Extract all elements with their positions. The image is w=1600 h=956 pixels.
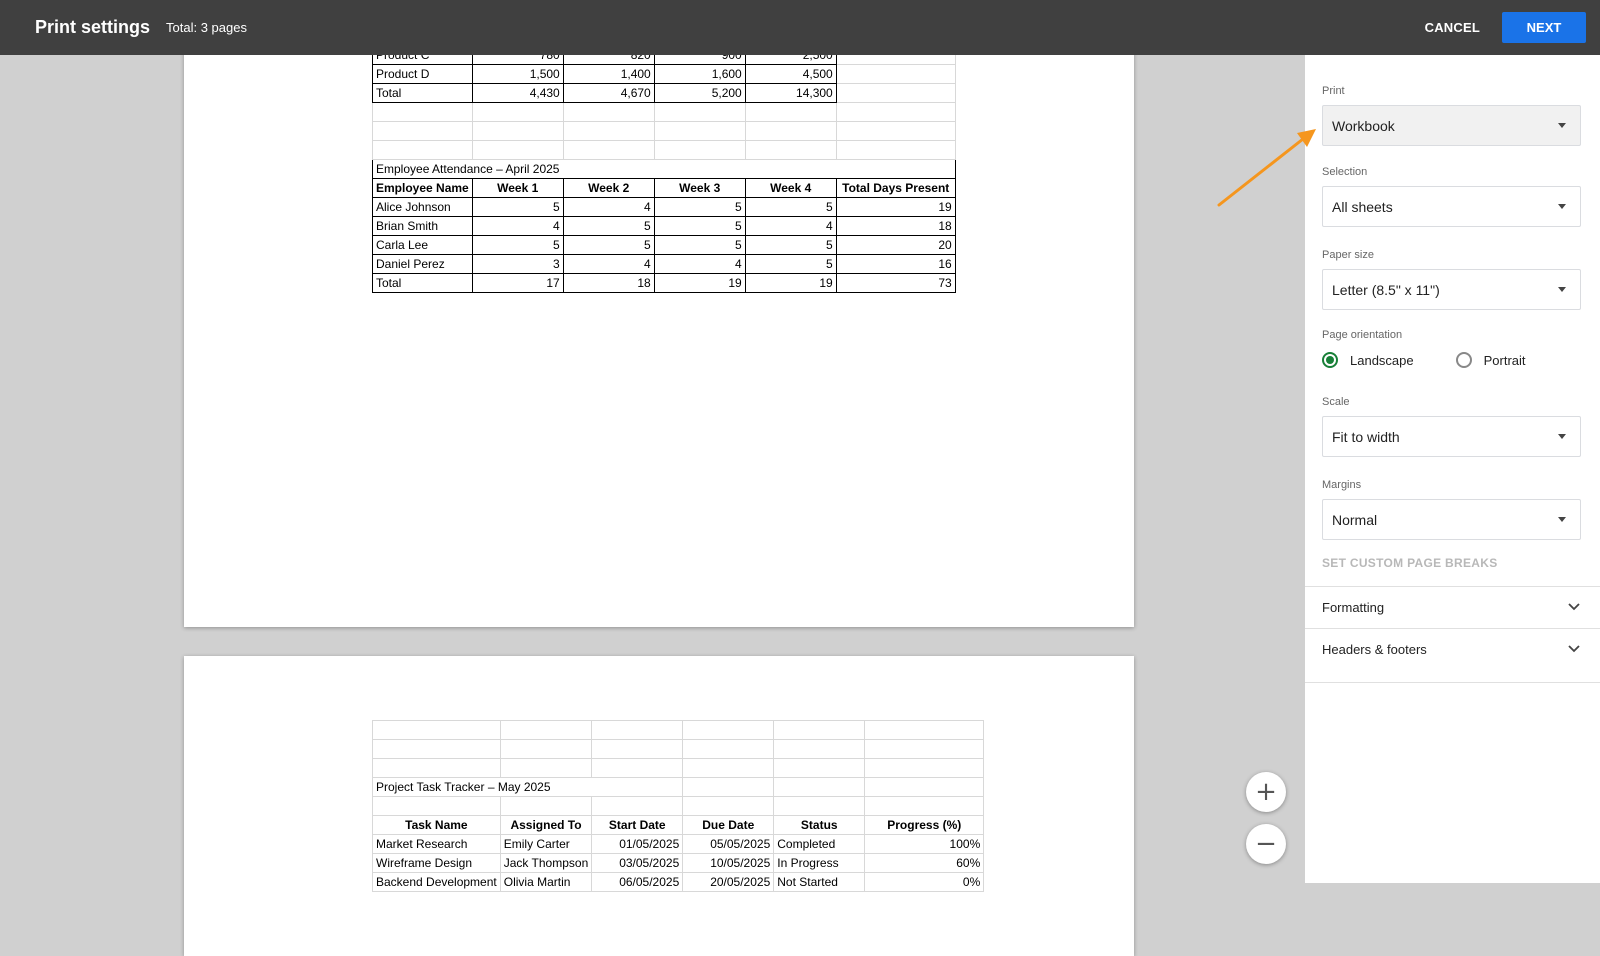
dropdown-caret-icon	[1558, 517, 1566, 522]
column-header: Start Date	[592, 816, 683, 835]
column-header: Week 1	[472, 179, 563, 198]
table-cell: Market Research	[373, 835, 501, 854]
table-cell: 10/05/2025	[683, 854, 774, 873]
task-tracker-table	[372, 720, 984, 892]
table-cell: Daniel Perez	[373, 255, 473, 274]
table-header-row	[373, 816, 984, 835]
table-cell: Alice Johnson	[373, 198, 473, 217]
table-cell: 14,300	[745, 84, 836, 103]
set-custom-page-breaks-button[interactable]: SET CUSTOM PAGE BREAKS	[1322, 556, 1498, 570]
dropdown-caret-icon	[1558, 204, 1566, 209]
scale-select[interactable]	[1322, 416, 1581, 457]
table-cell: 4	[563, 255, 654, 274]
table-cell: 17	[472, 274, 563, 293]
total-pages: Total: 3 pages	[166, 20, 247, 35]
table-cell: 4,500	[745, 65, 836, 84]
landscape-radio[interactable]	[1322, 352, 1338, 368]
column-header: Week 2	[563, 179, 654, 198]
table-cell	[836, 65, 955, 84]
selection-value: All sheets	[1332, 198, 1393, 215]
table-cell: 5	[654, 236, 745, 255]
table-row	[373, 141, 956, 160]
next-button[interactable]: NEXT	[1502, 12, 1586, 43]
column-header: Task Name	[373, 816, 501, 835]
headers-footers-label: Headers & footers	[1322, 642, 1427, 657]
table-row	[373, 740, 984, 759]
table-row	[373, 217, 956, 236]
column-header: Assigned To	[500, 816, 592, 835]
table-row	[373, 103, 956, 122]
table-cell: 5	[472, 198, 563, 217]
table-row	[373, 721, 984, 740]
formatting-label: Formatting	[1322, 600, 1385, 615]
table-cell	[836, 84, 955, 103]
table-row	[373, 65, 956, 84]
minus-icon: −	[1255, 829, 1277, 859]
table-row	[373, 160, 956, 179]
orientation-label: Page orientation	[1322, 329, 1403, 341]
print-select[interactable]	[1322, 105, 1581, 146]
column-header: Total Days Present	[836, 179, 955, 198]
table-header-row	[373, 179, 956, 198]
table-cell: 4,430	[472, 84, 563, 103]
print-label: Print	[1322, 85, 1345, 97]
scale-label: Scale	[1322, 396, 1350, 408]
column-header: Progress (%)	[865, 816, 984, 835]
table-cell: In Progress	[774, 854, 865, 873]
table-cell: 5	[745, 198, 836, 217]
table-cell: Backend Development	[373, 873, 501, 892]
table-cell: Total	[373, 84, 473, 103]
landscape-label[interactable]: Landscape	[1350, 352, 1414, 368]
print-preview[interactable]	[0, 55, 1305, 889]
attendance-title: Employee Attendance – April 2025	[373, 160, 956, 179]
orientation-options	[1322, 352, 1526, 368]
table-cell: 4,670	[563, 84, 654, 103]
table-row	[373, 122, 956, 141]
table-cell: 20	[836, 236, 955, 255]
margins-label: Margins	[1322, 479, 1362, 491]
table-cell: 5	[563, 236, 654, 255]
table-cell: 1,600	[654, 65, 745, 84]
table-cell: 100%	[865, 835, 984, 854]
page-title: Print settings	[35, 17, 151, 37]
table-cell: 19	[836, 198, 955, 217]
table-cell: Total	[373, 274, 473, 293]
table-row	[373, 84, 956, 103]
table-cell: 19	[745, 274, 836, 293]
cancel-button[interactable]: CANCEL	[1424, 20, 1480, 35]
table-cell: 4	[563, 198, 654, 217]
table-cell: Brian Smith	[373, 217, 473, 236]
table-cell: 60%	[865, 854, 984, 873]
chevron-down-icon	[1567, 642, 1581, 656]
table-row	[373, 778, 984, 797]
table-cell: Product D	[373, 65, 473, 84]
table-cell: 4	[654, 255, 745, 274]
table-cell: 05/05/2025	[683, 835, 774, 854]
portrait-radio[interactable]	[1456, 352, 1472, 368]
paper-size-value: Letter (8.5" x 11")	[1332, 281, 1440, 298]
table-cell: 0%	[865, 873, 984, 892]
table-row	[373, 255, 956, 274]
table-cell: 3	[472, 255, 563, 274]
sales-table	[372, 45, 956, 293]
table-cell: Not Started	[774, 873, 865, 892]
table-row	[373, 236, 956, 255]
margins-value: Normal	[1332, 511, 1378, 528]
table-cell: 5	[745, 255, 836, 274]
zoom-in-button[interactable]	[1246, 772, 1286, 812]
preview-page-1	[184, 45, 1134, 627]
table-cell: 18	[563, 274, 654, 293]
divider	[1305, 682, 1600, 683]
column-header: Status	[774, 816, 865, 835]
table-cell: 5	[472, 236, 563, 255]
column-header: Due Date	[683, 816, 774, 835]
table-row	[373, 797, 984, 816]
chevron-down-icon	[1567, 600, 1581, 614]
table-cell: Wireframe Design	[373, 854, 501, 873]
table-row	[373, 854, 984, 873]
table-cell: Emily Carter	[500, 835, 592, 854]
table-cell: 03/05/2025	[592, 854, 683, 873]
table-cell: Completed	[774, 835, 865, 854]
print-value: Workbook	[1332, 117, 1395, 134]
plus-icon: +	[1255, 777, 1277, 807]
table-cell: Carla Lee	[373, 236, 473, 255]
tracker-title: Project Task Tracker – May 2025	[373, 778, 683, 797]
table-cell: 4	[745, 217, 836, 236]
table-cell: 5	[654, 217, 745, 236]
headers-footers-section[interactable]	[1305, 628, 1600, 670]
table-row	[373, 873, 984, 892]
column-header: Week 4	[745, 179, 836, 198]
dropdown-caret-icon	[1558, 123, 1566, 128]
table-cell: 5,200	[654, 84, 745, 103]
paper-size-select[interactable]	[1322, 269, 1581, 310]
paper-size-label: Paper size	[1322, 249, 1374, 261]
table-cell: Jack Thompson	[500, 854, 592, 873]
table-cell: 16	[836, 255, 955, 274]
table-cell: 20/05/2025	[683, 873, 774, 892]
margins-select[interactable]	[1322, 499, 1581, 540]
table-cell: 1,400	[563, 65, 654, 84]
top-bar	[0, 0, 1600, 55]
settings-panel	[1305, 55, 1600, 883]
table-cell: 18	[836, 217, 955, 236]
table-row	[373, 198, 956, 217]
table-cell: 5	[745, 236, 836, 255]
table-cell: 5	[563, 217, 654, 236]
selection-label: Selection	[1322, 166, 1368, 178]
table-cell: 4	[472, 217, 563, 236]
dropdown-caret-icon	[1558, 287, 1566, 292]
scale-value: Fit to width	[1332, 428, 1400, 445]
formatting-section[interactable]	[1305, 586, 1600, 628]
table-cell: 19	[654, 274, 745, 293]
table-cell: 73	[836, 274, 955, 293]
zoom-out-button[interactable]	[1246, 824, 1286, 864]
dropdown-caret-icon	[1558, 434, 1566, 439]
portrait-label[interactable]: Portrait	[1483, 352, 1526, 368]
table-row	[373, 835, 984, 854]
table-cell: 01/05/2025	[592, 835, 683, 854]
table-cell: 5	[654, 198, 745, 217]
annotation-arrow-icon	[1215, 125, 1325, 215]
table-cell: 1,500	[472, 65, 563, 84]
preview-page-2	[184, 656, 1134, 956]
table-cell: 06/05/2025	[592, 873, 683, 892]
table-cell: Olivia Martin	[500, 873, 592, 892]
table-row	[373, 759, 984, 778]
table-row	[373, 274, 956, 293]
column-header: Employee Name	[373, 179, 473, 198]
column-header: Week 3	[654, 179, 745, 198]
selection-select[interactable]	[1322, 186, 1581, 227]
